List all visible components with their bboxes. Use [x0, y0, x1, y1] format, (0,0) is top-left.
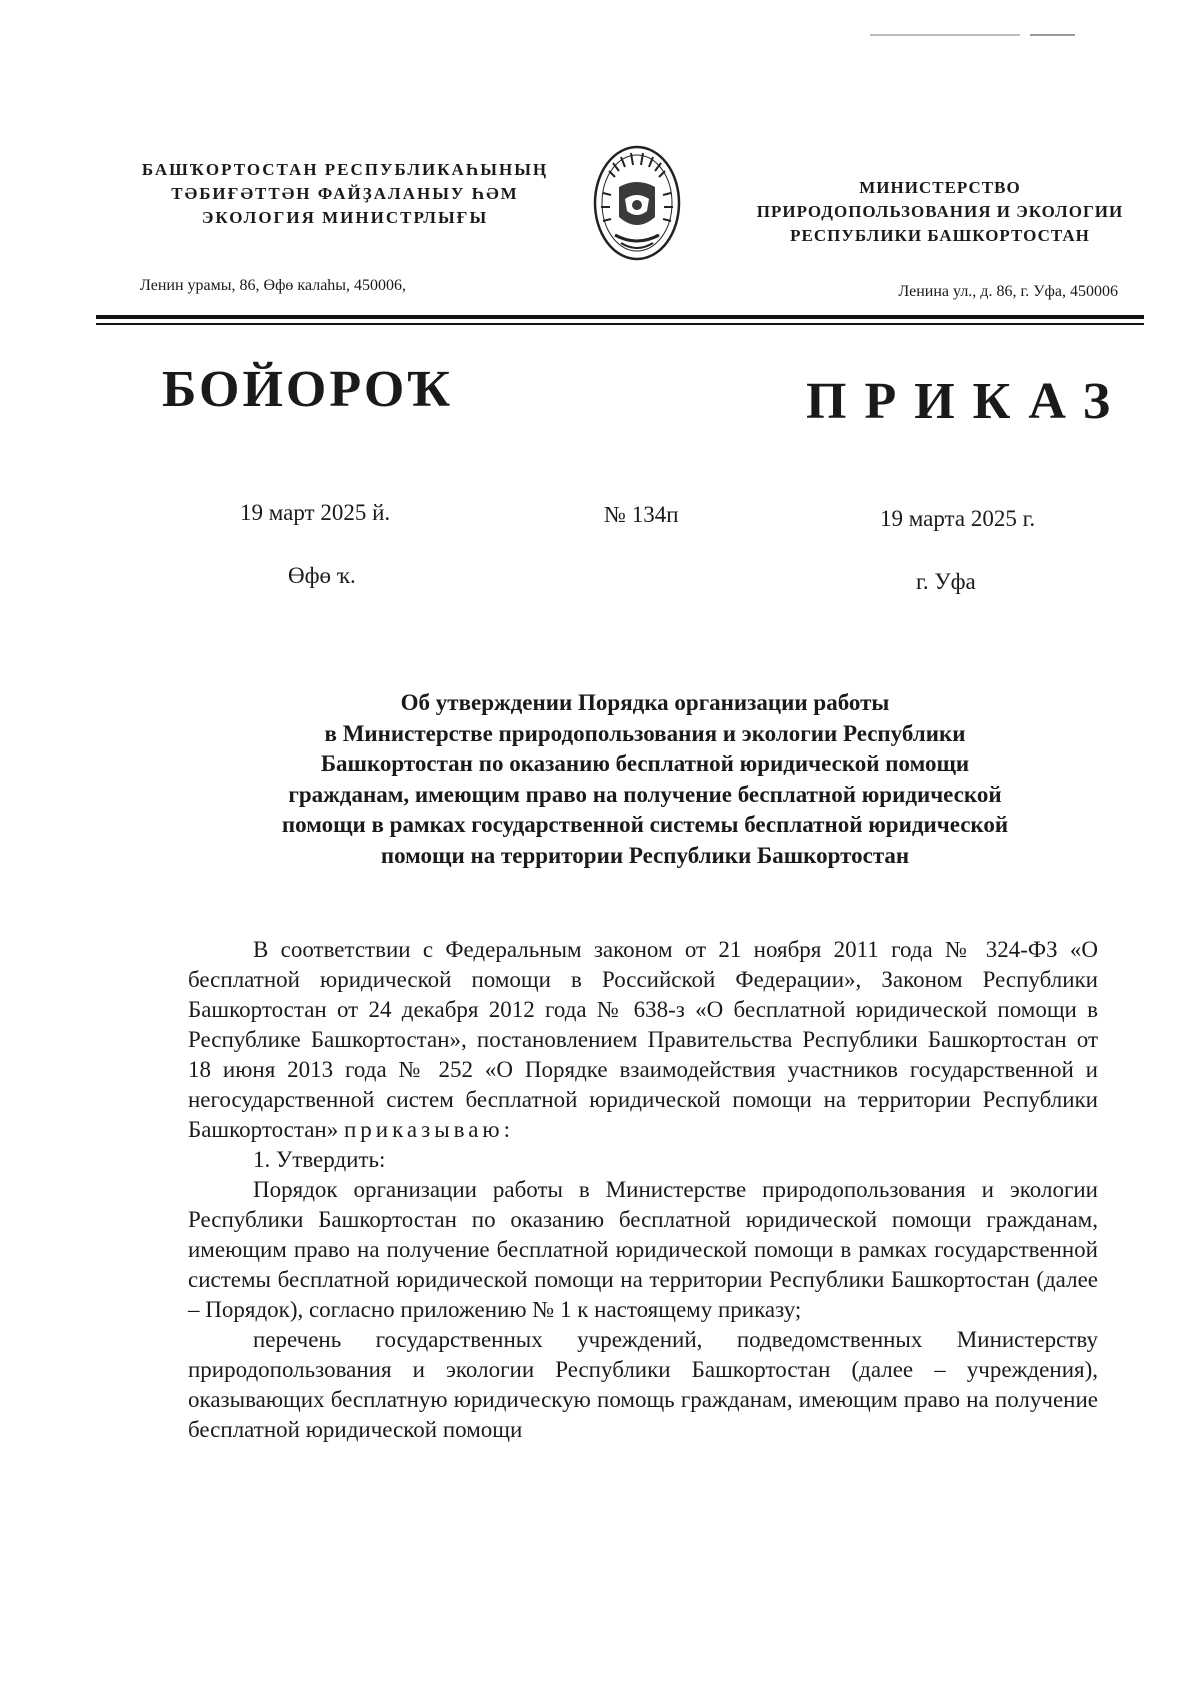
scan-artifact	[1030, 34, 1075, 36]
title-bashkir: БОЙОРОҠ	[162, 361, 454, 418]
body-paragraph: 1. Утвердить:	[253, 1147, 386, 1172]
document-body	[188, 935, 1098, 1445]
body-paragraph: перечень государственных учреждений, подведомственных Министерству природопользования и экологии Республики Башкортостан (далее – учреждения), оказывающих бесплатную юридическую помощь гражданам, имеющим право на получение бесплатной юридической помощи	[188, 1327, 1098, 1442]
title-russian: ПРИКАЗ	[806, 373, 1129, 430]
header-left-line: БАШҠОРТОСТАН РЕСПУБЛИКАҺЫНЫҢ	[141, 160, 549, 179]
city-russian: г. Уфа	[916, 569, 976, 594]
heading-line: Башкортостан по оказанию бесплатной юридической помощи	[320, 751, 970, 776]
coat-of-arms-emblem	[589, 143, 685, 265]
body-paragraph: Порядок организации работы в Министерстве природопользования и экологии Республики Башкортостан по оказанию бесплатной юридической помощи гражданам, имеющим право на получение бесплатной юридической помощи в рамках государственной системы бесплатной юридической помощи на территории Республики Башкортостан (далее – Порядок), согласно приложению № 1 к настоящему приказу;	[188, 1177, 1098, 1322]
paragraph-text: В соответствии с Федеральным законом от 21 ноября 2011 года № 324-ФЗ «О бесплатной юридической помощи в Российской Федерации», Законом Республики Башкортостан от 24 декабря 2012 года № 638-з «О бесплатной юридической помощи в Республике Башкортостан», постановлением Правительства Республики Башкортостан от 18 июня 2013 года № 252 «О Порядке взаимодействия участников государственной и негосударственной систем бесплатной юридической помощи на территории Республики Башкортостан»	[188, 937, 1098, 1142]
header-left-line: ЭКОЛОГИЯ МИНИСТРЛЫҒЫ	[201, 208, 489, 227]
heading-line: в Министерстве природопользования и экологии Республики	[324, 720, 966, 746]
heading-line: помощи в рамках государственной системы бесплатной юридической	[281, 812, 1009, 837]
date-bashkir: 19 март 2025 й.	[240, 500, 391, 525]
ministry-name-russian	[730, 176, 1150, 248]
body-paragraph	[188, 935, 1098, 1145]
order-word: приказываю:	[343, 1117, 514, 1142]
heading-line: Об утверждении Порядка организации работы	[400, 690, 890, 715]
header-left-line: ТӘБИҒӘТТӘН ФАЙҘАЛАНЫУ ҺӘМ	[171, 184, 519, 203]
date-russian: 19 марта 2025 г.	[880, 506, 1036, 531]
header-right-line: ПРИРОДОПОЛЬЗОВАНИЯ И ЭКОЛОГИИ	[756, 202, 1124, 221]
header-right-line: МИНИСТЕРСТВО	[859, 178, 1021, 197]
ministry-name-bashkir	[100, 158, 590, 230]
order-number: № 134п	[604, 502, 679, 527]
header-right-line: РЕСПУБЛИКИ БАШКОРТОСТАН	[790, 226, 1090, 245]
header-divider-thin	[96, 323, 1144, 325]
document-heading	[190, 688, 1100, 871]
scan-artifact	[870, 34, 1020, 36]
heading-line: гражданам, имеющим право на получение бесплатной юридической	[288, 781, 1002, 807]
address-russian: Ленина ул., д. 86, г. Уфа, 450006	[898, 283, 1118, 300]
header-divider-thick	[96, 315, 1144, 319]
city-bashkir: Өфө ҡ.	[288, 563, 356, 588]
address-bashkir: Ленин урамы, 86, Өфө калаһы, 450006,	[140, 277, 407, 294]
heading-line: помощи на территории Республики Башкортостан	[380, 842, 910, 868]
